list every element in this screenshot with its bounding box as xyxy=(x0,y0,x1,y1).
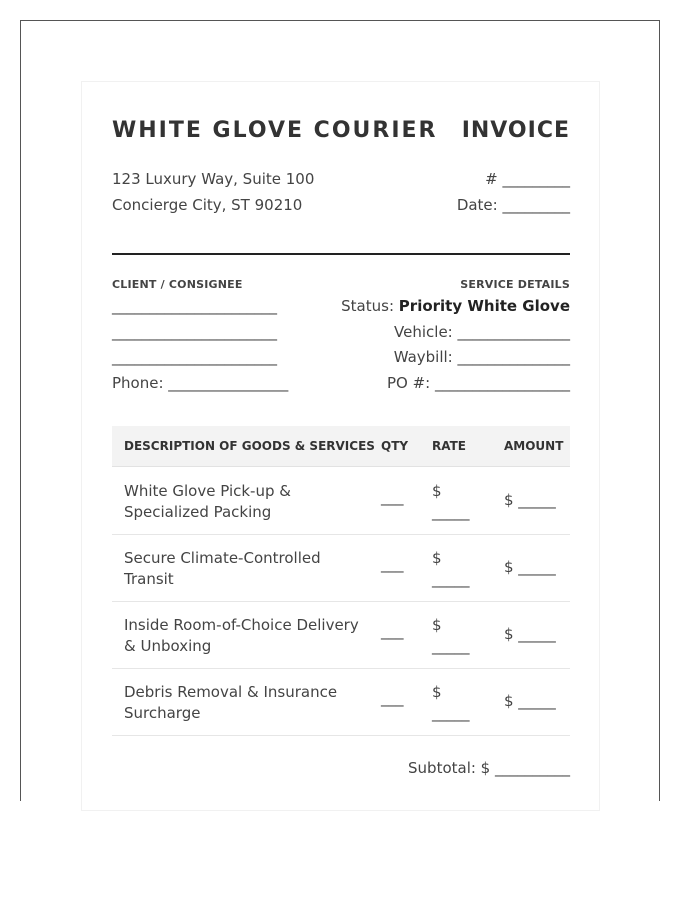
company-address-line2: Concierge City, ST 90210 xyxy=(112,196,303,214)
service-status-value: Priority White Glove xyxy=(398,297,570,315)
table-row xyxy=(112,467,570,535)
column-header-amount: AMOUNT xyxy=(504,439,564,453)
invoice-number-field: # _________ xyxy=(485,170,570,188)
row-rate-symbol: $ xyxy=(432,549,442,567)
row-rate-symbol: $ xyxy=(432,482,442,500)
row-rate-symbol: $ xyxy=(432,683,442,701)
row-qty: ___ xyxy=(381,488,404,506)
client-line-3: ______________________ xyxy=(112,348,277,366)
header-divider xyxy=(112,253,570,255)
row-rate xyxy=(432,682,470,724)
company-address-line1: 123 Luxury Way, Suite 100 xyxy=(112,170,315,188)
client-phone-field: Phone: ________________ xyxy=(112,374,289,392)
table-row xyxy=(112,668,570,736)
row-amount: $ _____ xyxy=(504,558,556,576)
client-heading: CLIENT / CONSIGNEE xyxy=(112,278,243,291)
subtotal-field: Subtotal: $ __________ xyxy=(408,759,570,777)
row-rate xyxy=(432,615,470,657)
row-rate-blank: _____ xyxy=(432,637,470,655)
row-description: White Glove Pick-up & Specialized Packing xyxy=(124,482,291,521)
column-header-rate: RATE xyxy=(432,439,466,453)
client-line-2: ______________________ xyxy=(112,323,277,341)
row-description: Debris Removal & Insurance Surcharge xyxy=(124,683,338,722)
service-heading: SERVICE DETAILS xyxy=(460,278,570,291)
table-row xyxy=(112,601,570,669)
column-header-qty: QTY xyxy=(381,439,409,453)
row-qty: ___ xyxy=(381,622,404,640)
row-rate-blank: _____ xyxy=(432,570,470,588)
row-description: Secure Climate-Controlled Transit xyxy=(124,549,321,588)
service-status xyxy=(341,297,570,315)
company-name: WHITE GLOVE COURIER xyxy=(112,118,438,143)
row-rate xyxy=(432,548,470,590)
row-amount: $ _____ xyxy=(504,491,556,509)
document-title: INVOICE xyxy=(461,118,570,143)
invoice-date-field: Date: _________ xyxy=(456,196,570,214)
service-waybill-field: Waybill: _______________ xyxy=(393,348,570,366)
row-rate-blank: _____ xyxy=(432,704,470,722)
row-amount: $ _____ xyxy=(504,625,556,643)
row-qty: ___ xyxy=(381,689,404,707)
column-header-description: DESCRIPTION OF GOODS & SERVICES xyxy=(124,439,375,453)
row-rate xyxy=(432,481,470,523)
service-vehicle-field: Vehicle: _______________ xyxy=(394,323,570,341)
service-status-label: Status: xyxy=(341,297,395,315)
row-qty: ___ xyxy=(381,555,404,573)
row-amount: $ _____ xyxy=(504,692,556,710)
table-row xyxy=(112,534,570,602)
service-po-field: PO #: __________________ xyxy=(386,374,570,392)
row-description: Inside Room-of-Choice Delivery & Unboxing xyxy=(124,616,359,655)
row-rate-symbol: $ xyxy=(432,616,442,634)
table-header xyxy=(112,426,570,467)
client-line-1: ______________________ xyxy=(112,297,277,315)
row-rate-blank: _____ xyxy=(432,503,470,521)
